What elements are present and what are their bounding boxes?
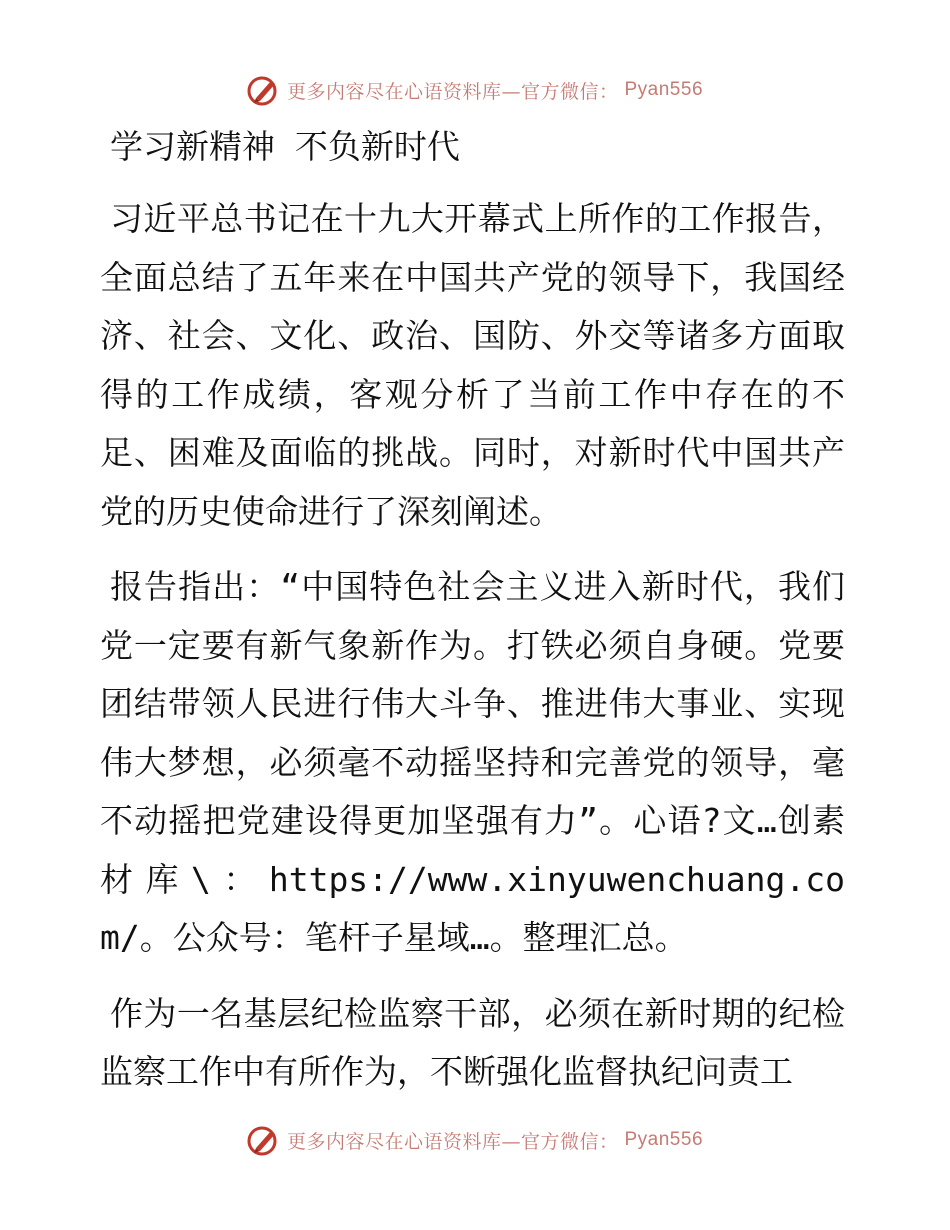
watermark-wechat-id: Pyan556 [624, 79, 704, 100]
footer-watermark [247, 1123, 703, 1157]
pen-nib-circle-logo-icon [247, 1123, 281, 1157]
document-body [100, 118, 845, 1119]
document-title: 学习新精神 不负新时代 [110, 127, 460, 166]
page-footer [0, 1120, 950, 1160]
paragraph-1: 习近平总书记在十九大开幕式上所作的工作报告，全面总结了五年来在中国共产党的领导下，我国经济、社会、文化、政治、国防、外交等诸多方面取得的工作成绩，客观分析了当前工作中存在的不足、困难及面临的挑战。同时，对新时代中国共产党的历史使命进行了深刻阐述。 [100, 199, 845, 531]
paragraph-3: 作为一名基层纪检监察干部，必须在新时期的纪检监察工作中有所作为，不断强化监督执纪问责工 [100, 993, 845, 1091]
watermark-text: 更多内容尽在心语资料库—官方微信： [286, 1130, 619, 1153]
page-header [0, 70, 950, 110]
watermark-text: 更多内容尽在心语资料库—官方微信： [286, 80, 619, 103]
watermark-wechat-id: Pyan556 [624, 1129, 704, 1150]
pen-nib-circle-logo-icon [247, 73, 281, 107]
paragraph-2: 报告指出：“中国特色社会主义进入新时代，我们党一定要有新气象新作为。打铁必须自身硬。党要团结带领人民进行伟大斗争、推进伟大事业、实现伟大梦想，必须毫不动摇坚持和完善党的领导，毫不动摇把党建设得更加坚强有力”。心语?文…创素材库\：https://www.xinyuwenchuang.com/。公众号：笔杆子星域…。整理汇总。 [100, 567, 845, 957]
header-watermark [247, 73, 703, 107]
